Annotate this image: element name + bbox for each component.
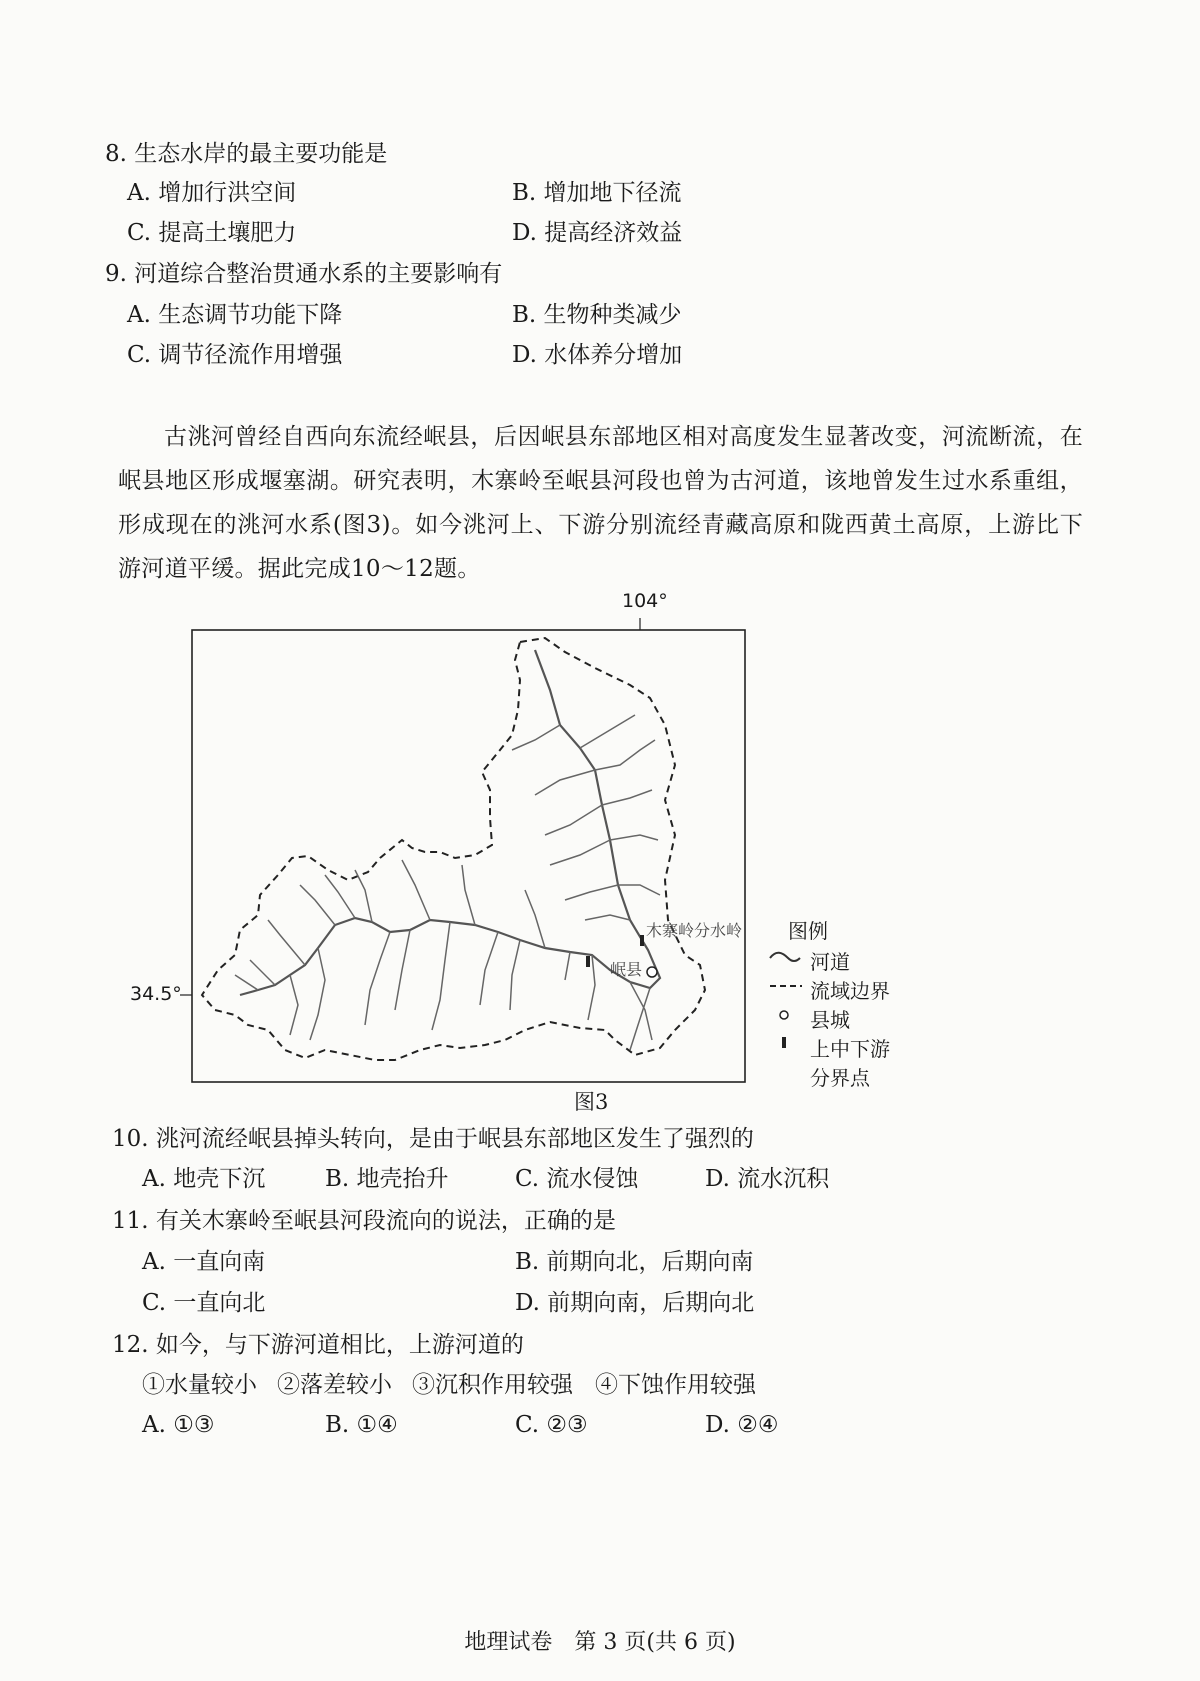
figure-caption: 图3 bbox=[574, 1090, 609, 1114]
q12-option-c: C. ②③ bbox=[515, 1412, 588, 1438]
q10-option-d: D. 流水沉积 bbox=[705, 1166, 830, 1192]
legend-river-label: 河道 bbox=[810, 950, 850, 974]
q11-option-a: A. 一直向南 bbox=[142, 1249, 266, 1275]
legend-county-label: 县城 bbox=[810, 1008, 850, 1032]
q10-option-b: B. 地壳抬升 bbox=[325, 1166, 449, 1192]
longitude-label: 104° bbox=[622, 590, 668, 612]
legend-river-symbol bbox=[770, 953, 800, 961]
divide-point-marker bbox=[586, 956, 590, 967]
q12-option-b: B. ①④ bbox=[325, 1412, 398, 1438]
county-label: 岷县 bbox=[610, 960, 643, 979]
ridge-label: 木寨岭分水岭 bbox=[646, 921, 743, 940]
latitude-label: 34.5° bbox=[130, 983, 182, 1005]
legend-divide-label: 上中下游分界点 bbox=[810, 1037, 890, 1090]
main-river bbox=[240, 650, 660, 995]
q8-option-c: C. 提高土壤肥力 bbox=[127, 220, 297, 246]
page-footer: 地理试卷 第 3 页(共 6 页) bbox=[464, 1630, 736, 1655]
q8-option-b: B. 增加地下径流 bbox=[512, 180, 682, 206]
q12-statement-2: ②落差较小 bbox=[277, 1372, 392, 1398]
q9-option-c: C. 调节径流作用增强 bbox=[127, 342, 343, 368]
county-town-marker bbox=[647, 967, 657, 977]
passage-text: 古洮河曾经自西向东流经岷县，后因岷县东部地区相对高度发生显著改变，河流断流，在岷县地区形成堰塞湖。研究表明，木寨岭至岷县河段也曾为古河道，该地曾发生过水系重组，形成现在的洮河水系(图3)。如今洮河上、下游分别流经青藏高原和陇西黄土高原，上游比下游河道平缓。据此完成10～12题。 bbox=[118, 424, 1083, 582]
q12-option-d: D. ②④ bbox=[705, 1412, 779, 1438]
q11-stem: 11. 有关木寨岭至岷县河段流向的说法，正确的是 bbox=[112, 1208, 616, 1234]
q11-option-b: B. 前期向北，后期向南 bbox=[515, 1249, 754, 1275]
figure-3 bbox=[130, 590, 900, 1105]
q8-stem: 8. 生态水岸的最主要功能是 bbox=[105, 141, 388, 167]
basin-boundary bbox=[202, 638, 705, 1060]
q11-option-c: C. 一直向北 bbox=[142, 1290, 266, 1316]
figure-3-map bbox=[140, 630, 900, 1105]
q11-option-d: D. 前期向南，后期向北 bbox=[515, 1290, 755, 1316]
q12-option-a: A. ①③ bbox=[142, 1412, 215, 1438]
q10-stem: 10. 洮河流经岷县掉头转向，是由于岷县东部地区发生了强烈的 bbox=[112, 1126, 754, 1152]
q9-option-d: D. 水体养分增加 bbox=[512, 342, 683, 368]
q12-statement-3: ③沉积作用较强 bbox=[412, 1372, 573, 1398]
q10-option-a: A. 地壳下沉 bbox=[142, 1166, 266, 1192]
q12-statement-1: ①水量较小 bbox=[142, 1372, 257, 1398]
q8-option-a: A. 增加行洪空间 bbox=[127, 180, 297, 206]
q9-stem: 9. 河道综合整治贯通水系的主要影响有 bbox=[105, 261, 503, 287]
legend-title: 图例 bbox=[788, 919, 828, 943]
legend-divide-symbol bbox=[782, 1037, 786, 1048]
tributaries bbox=[235, 715, 660, 1050]
q8-option-d: D. 提高经济效益 bbox=[512, 220, 683, 246]
divide-point-marker-2 bbox=[640, 935, 644, 946]
legend-county-symbol bbox=[780, 1011, 788, 1019]
q9-option-b: B. 生物种类减少 bbox=[512, 302, 682, 328]
legend-boundary-label: 流域边界 bbox=[810, 979, 890, 1003]
q12-stem: 12. 如今，与下游河道相比，上游河道的 bbox=[112, 1332, 524, 1358]
q12-statement-4: ④下蚀作用较强 bbox=[595, 1372, 756, 1398]
q9-option-a: A. 生态调节功能下降 bbox=[127, 302, 343, 328]
q10-option-c: C. 流水侵蚀 bbox=[515, 1166, 639, 1192]
